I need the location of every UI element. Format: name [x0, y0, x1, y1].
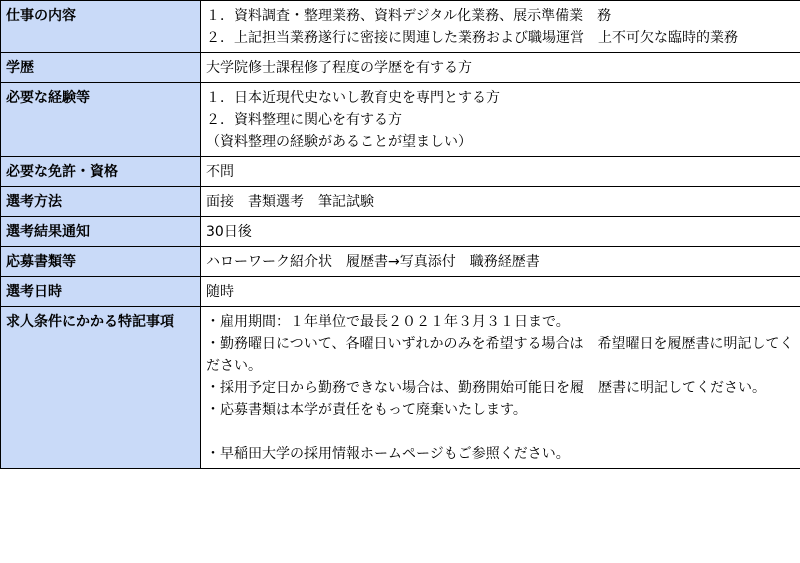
special-notes-line-2: ・勤務曜日について、各曜日いずれかのみを希望する場合は 希望曜日を履歴書に明記してください。	[206, 336, 794, 374]
value-experience	[201, 83, 800, 157]
row-experience	[1, 83, 800, 157]
row-job-content	[1, 1, 800, 53]
label-selection-date: 選考日時	[1, 277, 201, 307]
education-line-1: 大学院修士課程修了程度の学歴を有する方	[206, 60, 472, 76]
label-special-notes: 求人条件にかかる特記事項	[1, 307, 201, 469]
documents-line-1: ハローワーク紹介状 履歴書→写真添付 職務経歴書	[206, 254, 540, 270]
label-documents: 応募書類等	[1, 247, 201, 277]
special-notes-line-3: ・採用予定日から勤務できない場合は、勤務開始可能日を履 歴書に明記してください。	[206, 380, 766, 396]
label-result-notice: 選考結果通知	[1, 217, 201, 247]
value-selection-method	[201, 187, 800, 217]
special-notes-line-4: ・応募書類は本学が責任をもって廃棄いたします。	[206, 402, 527, 418]
selection-date-line-1: 随時	[206, 284, 234, 300]
special-notes-line-1: ・雇用期間：１年単位で最長２０２１年３月３１日まで。	[206, 314, 570, 330]
experience-line-1: １．日本近現代史ないし教育史を専門とする方	[206, 90, 500, 106]
experience-line-3: （資料整理の経験があることが望ましい）	[206, 134, 472, 150]
value-job-content	[201, 1, 800, 53]
row-documents	[1, 247, 800, 277]
value-selection-date	[201, 277, 800, 307]
experience-line-2: ２．資料整理に関心を有する方	[206, 112, 402, 128]
result-notice-line-1: 30日後	[206, 224, 252, 240]
label-license: 必要な免許・資格	[1, 157, 201, 187]
row-result-notice	[1, 217, 800, 247]
label-job-content: 仕事の内容	[1, 1, 201, 53]
license-line-1: 不問	[206, 164, 234, 180]
row-license	[1, 157, 800, 187]
value-result-notice	[201, 217, 800, 247]
row-special-notes	[1, 307, 800, 469]
job-content-line-2: ２．上記担当業務遂行に密接に関連した業務および職場運営 上不可欠な臨時的業務	[206, 30, 738, 46]
label-selection-method: 選考方法	[1, 187, 201, 217]
value-documents	[201, 247, 800, 277]
label-experience: 必要な経験等	[1, 83, 201, 157]
row-selection-method	[1, 187, 800, 217]
selection-method-line-1: 面接 書類選考 筆記試験	[206, 194, 374, 210]
label-education: 学歴	[1, 53, 201, 83]
special-notes-line-6: ・早稲田大学の採用情報ホームページもご参照ください。	[206, 446, 570, 462]
value-education	[201, 53, 800, 83]
job-content-line-1: １．資料調査・整理業務、資料デジタル化業務、展示準備業 務	[206, 8, 612, 24]
row-education	[1, 53, 800, 83]
row-selection-date	[1, 277, 800, 307]
special-notes-spacer	[206, 421, 795, 443]
value-license	[201, 157, 800, 187]
value-special-notes	[201, 307, 800, 469]
